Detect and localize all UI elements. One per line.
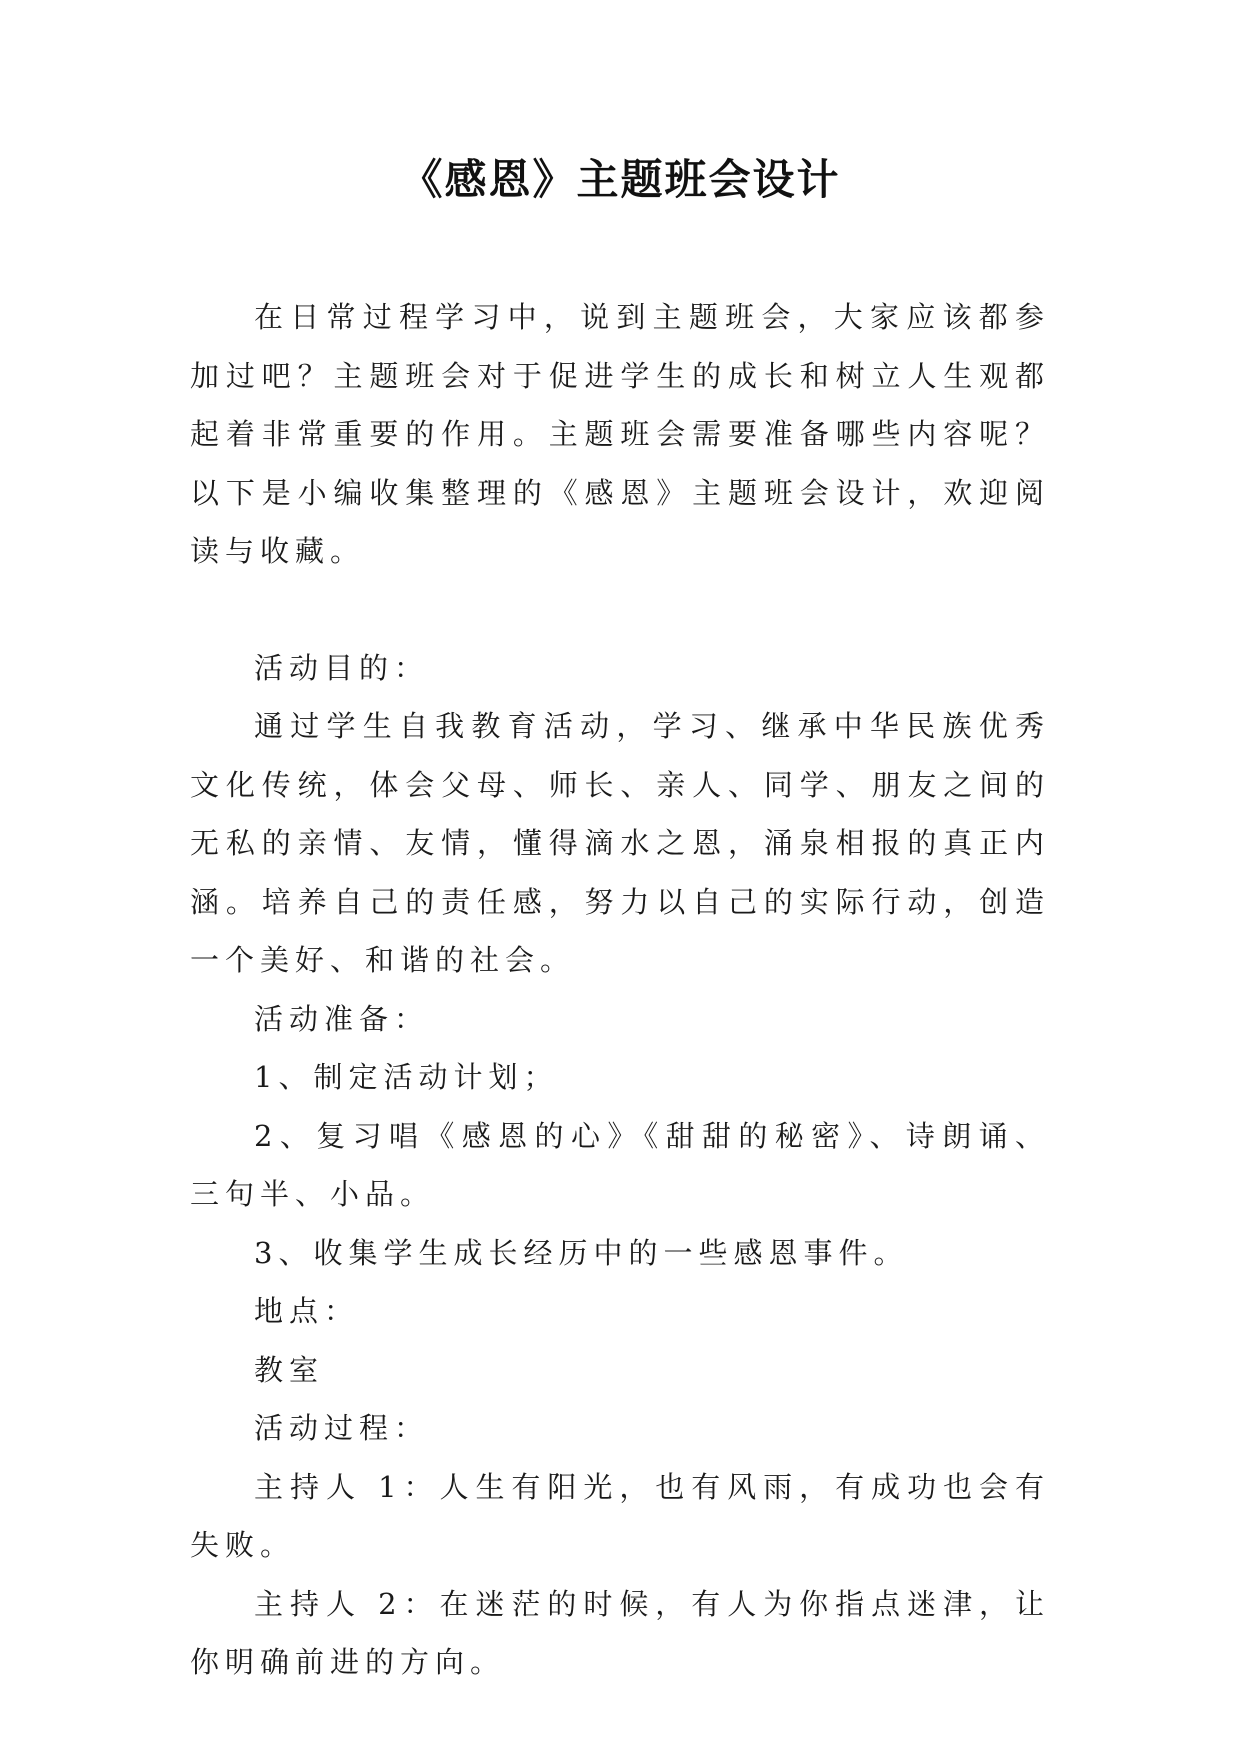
purpose-paragraph: 通过学生自我教育活动，学习、继承中华民族优秀文化传统，体会父母、师长、亲人、同学、朋友之间的无私的亲情、友情，懂得滴水之恩，涌泉相报的真正内涵。培养自己的责任感，努力以自己的实际行动，创造一个美好、和谐的社会。 [190,709,1050,977]
preparation-item-2: 2、复习唱《感恩的心》《甜甜的秘密》、诗朗诵、三句半、小品。 [190,1118,1050,1211]
section-heading-process: 活动过程： [254,1411,430,1445]
document-title: 《感恩》主题班会设计 [400,155,841,204]
host-line-2: 主持人 2：在迷茫的时候，有人为你指点迷津，让你明确前进的方向。 [190,1586,1050,1679]
section-heading-purpose: 活动目的： [254,650,430,685]
preparation-item-3: 3、收集学生成长经历中的一些感恩事件。 [254,1235,909,1270]
section-heading-location: 地点： [254,1294,360,1328]
preparation-item-1: 1、制定活动计划； [254,1060,559,1094]
document-body [190,288,1050,1692]
host-line-1: 主持人 1：人生有阳光，也有风雨，有成功也会有失败。 [190,1469,1050,1562]
paragraph-spacer [190,581,1050,639]
location-value: 教室 [254,1352,325,1387]
section-heading-preparation: 活动准备： [254,1001,430,1036]
intro-paragraph: 在日常过程学习中，说到主题班会，大家应该都参加过吧？主题班会对于促进学生的成长和树立人生观都起着非常重要的作用。主题班会需要准备哪些内容呢？以下是小编收集整理的《感恩》主题班会设计，欢迎阅读与收藏。 [190,300,1050,568]
